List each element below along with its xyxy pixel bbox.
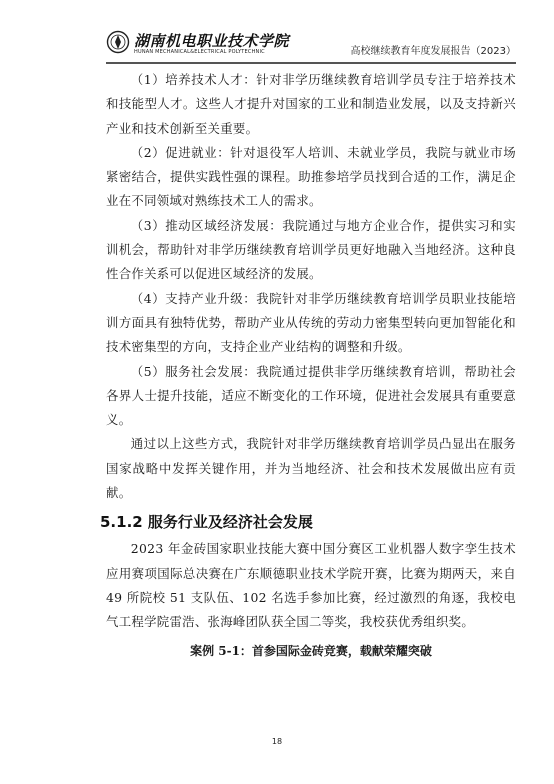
main-content	[100, 68, 516, 663]
paragraph: （1）培养技术人才：针对非学历继续教育培训学员专注于培养技术和技能型人才。这些人才提升对国家的工业和制造业发展，以及支持新兴产业和技术创新至关重要。	[106, 72, 516, 136]
college-english-name: HUNAN MECHANICAL&ELECTRICAL POLYTECHNIC	[134, 49, 265, 55]
paragraph: （2）促进就业：针对退役军人培训、未就业学员，我院与就业市场紧密结合，提供实践性强的课程。助推参培学员找到合适的工作，满足企业在不同领域对熟练技术工人的需求。	[106, 144, 516, 209]
page-number: 18	[271, 737, 283, 746]
report-title: 高校继续教育年度发展报告（2023）	[350, 46, 516, 57]
paragraph: （4）支持产业升级：我院针对非学历继续教育培训学员职业技能培训方面具有独特优势，帮助产业从传统的劳动力密集型转向更加智能化和技术密集型的方向，支持企业产业结构的调整和升级。	[106, 290, 516, 355]
page-header	[106, 30, 516, 60]
college-name-logo: 湖南机电职业技术学院	[134, 32, 290, 50]
section-heading: 5.1.2 服务行业及经济社会发展	[100, 513, 313, 532]
section-body: 2023 年金砖国家职业技能大赛中国分赛区工业机器人数字孪生技术应用赛项国际总决赛在广东顺德职业技术学院开赛，比赛为期两天，来自 49 所院校 51 支队伍、102 名选手参加比赛，经过激烈的角逐，我校电气工程学院雷浩、张海峰团队获全国二等奖，我校获优秀组织奖。	[106, 541, 516, 630]
college-emblem-icon	[106, 30, 130, 54]
paragraph: （5）服务社会发展：我院通过提供非学历继续教育培训，帮助社会各界人士提升技能，适应不断变化的工作环境，促进社会发展具有重要意义。	[106, 363, 516, 428]
paragraph: 通过以上这些方式，我院针对非学历继续教育培训学员凸显出在服务国家战略中发挥关键作用，并为当地经济、社会和技术发展做出应有贡献。	[106, 436, 516, 501]
header-divider	[106, 62, 516, 64]
paragraph: （3）推动区域经济发展：我院通过与地方企业合作，提供实习和实训机会，帮助针对非学历继续教育培训学员更好地融入当地经济。这种良性合作关系可以促进区域经济的发展。	[106, 217, 516, 282]
case-title: 案例 5-1：首参国际金砖竞赛，载献荣耀突破	[190, 643, 432, 658]
